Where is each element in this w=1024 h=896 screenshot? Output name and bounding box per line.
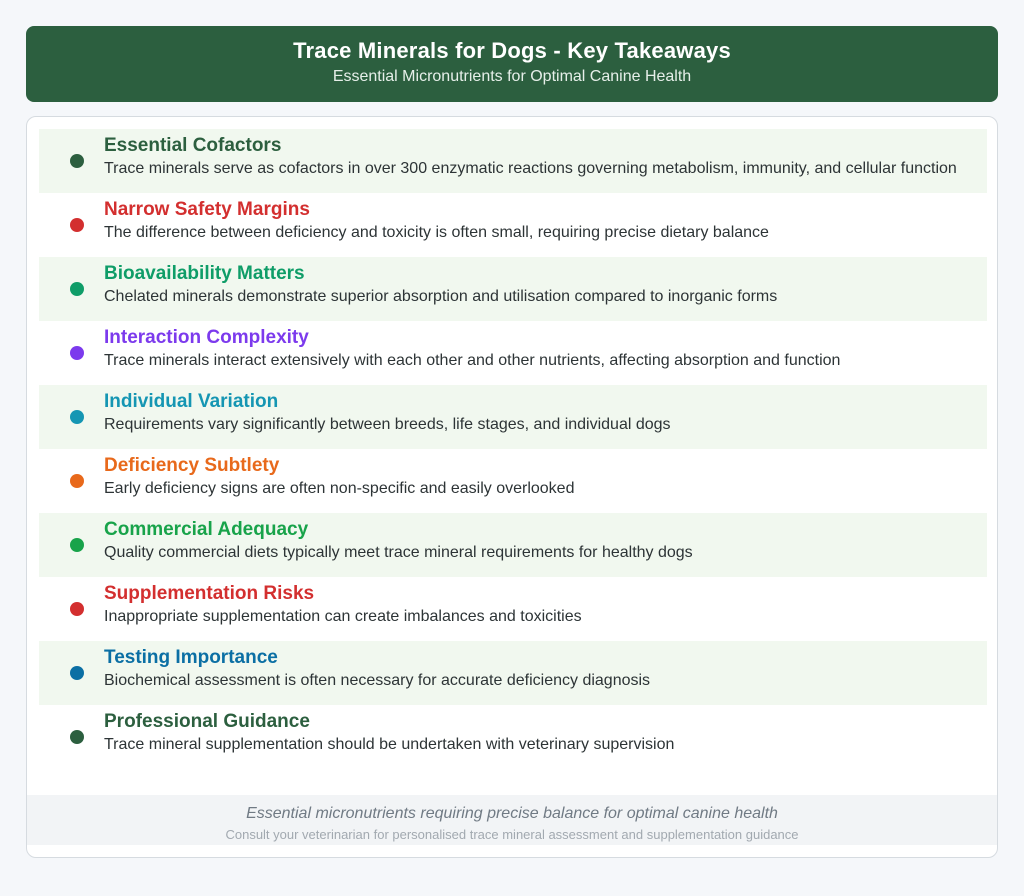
- takeaway-title: Narrow Safety Margins: [104, 199, 310, 220]
- takeaway-title: Individual Variation: [104, 391, 279, 412]
- takeaways-list: [39, 129, 987, 769]
- takeaway-title: Commercial Adequacy: [104, 519, 309, 540]
- bullet-dot-icon: [70, 538, 84, 552]
- header-banner: [26, 26, 998, 102]
- bullet-dot-icon: [70, 282, 84, 296]
- takeaway-description: Chelated minerals demonstrate superior absorption and utilisation compared to inorganic forms: [104, 288, 778, 305]
- takeaway-description: Biochemical assessment is often necessary for accurate deficiency diagnosis: [104, 672, 651, 689]
- takeaway-title: Essential Cofactors: [104, 135, 282, 156]
- bullet-dot-icon: [70, 218, 84, 232]
- takeaway-item: [39, 193, 987, 257]
- takeaway-title: Supplementation Risks: [104, 583, 315, 604]
- takeaway-item: [39, 705, 987, 769]
- takeaways-card: [26, 116, 998, 858]
- takeaway-description: The difference between deficiency and toxicity is often small, requiring precise dietary balance: [104, 224, 769, 241]
- takeaway-description: Trace minerals serve as cofactors in over 300 enzymatic reactions governing metabolism, immunity, and cellular function: [104, 160, 957, 177]
- bullet-dot-icon: [70, 602, 84, 616]
- takeaway-item: [39, 129, 987, 193]
- takeaway-description: Requirements vary significantly between breeds, life stages, and individual dogs: [104, 416, 671, 433]
- takeaway-title: Testing Importance: [104, 647, 278, 668]
- bullet-dot-icon: [70, 154, 84, 168]
- takeaway-title: Bioavailability Matters: [104, 263, 305, 284]
- takeaway-description: Trace mineral supplementation should be undertaken with veterinary supervision: [104, 736, 675, 753]
- takeaway-item: [39, 321, 987, 385]
- takeaway-item: [39, 385, 987, 449]
- takeaway-description: Early deficiency signs are often non-specific and easily overlooked: [104, 480, 575, 497]
- bullet-dot-icon: [70, 666, 84, 680]
- page-subtitle: Essential Micronutrients for Optimal Canine Health: [332, 68, 692, 85]
- page-title: Trace Minerals for Dogs - Key Takeaways: [293, 38, 731, 63]
- takeaway-description: Quality commercial diets typically meet trace mineral requirements for healthy dogs: [104, 544, 693, 561]
- takeaway-item: [39, 257, 987, 321]
- takeaway-item: [39, 641, 987, 705]
- takeaway-description: Trace minerals interact extensively with each other and other nutrients, affecting absorption and function: [104, 352, 841, 369]
- footer-disclaimer: Consult your veterinarian for personalised trace mineral assessment and supplementation guidance: [225, 827, 799, 842]
- takeaway-title: Deficiency Subtlety: [104, 455, 280, 476]
- takeaway-item: [39, 577, 987, 641]
- bullet-dot-icon: [70, 410, 84, 424]
- bullet-dot-icon: [70, 346, 84, 360]
- takeaway-item: [39, 449, 987, 513]
- takeaway-item: [39, 513, 987, 577]
- takeaway-title: Professional Guidance: [104, 711, 310, 732]
- bullet-dot-icon: [70, 730, 84, 744]
- bullet-dot-icon: [70, 474, 84, 488]
- footer: [27, 795, 997, 845]
- takeaway-description: Inappropriate supplementation can create imbalances and toxicities: [104, 608, 582, 625]
- takeaway-title: Interaction Complexity: [104, 327, 309, 348]
- footer-summary: Essential micronutrients requiring precise balance for optimal canine health: [246, 805, 778, 822]
